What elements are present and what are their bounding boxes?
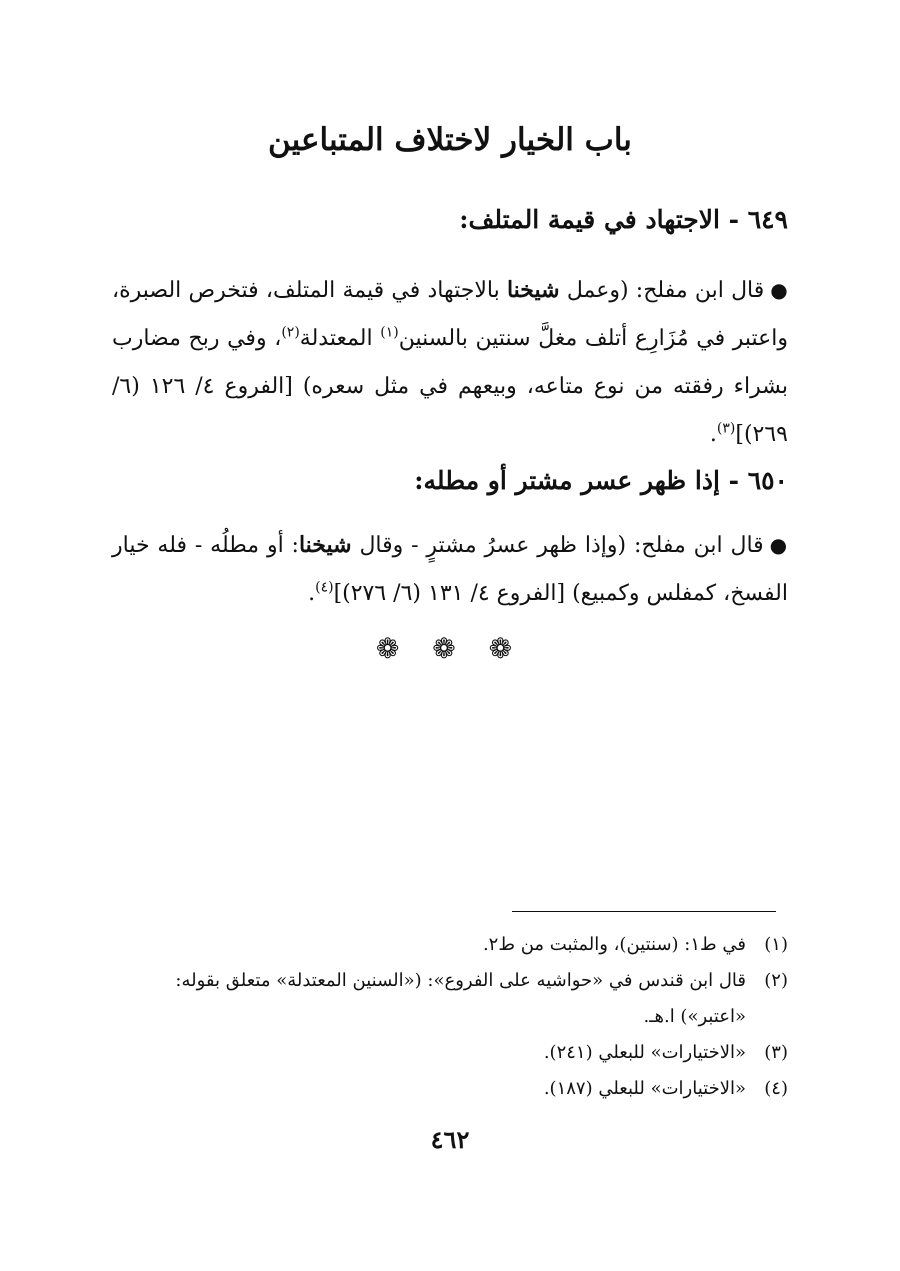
footnote-marker[interactable]: (٣) bbox=[716, 420, 736, 437]
text-segment: قال ابن مفلح: (وإذا ظهر عسرُ مشترٍ - وقال bbox=[351, 533, 764, 558]
footnote-item bbox=[112, 927, 788, 963]
ornament-divider-icon: ❁ ❁ ❁ bbox=[375, 632, 525, 665]
footnote-number: (٣) bbox=[764, 1042, 788, 1063]
bullet-icon: ● bbox=[770, 278, 788, 302]
text-segment: ، وفي ربح مضارب بشراء رفقته من نوع متاعه، وبيعهم في مثل سعره) [الفروع ٤/ ١٢٦ (٦/ ٢٦٩)] bbox=[112, 326, 788, 447]
footnote-marker[interactable]: (١) bbox=[380, 324, 399, 341]
section-paragraph-650 bbox=[112, 521, 788, 618]
footnote-number: (٤) bbox=[764, 1078, 788, 1099]
footnote-item bbox=[112, 1071, 788, 1107]
section-heading-649: ٦٤٩ - الاجتهاد في قيمة المتلف: bbox=[459, 205, 788, 234]
text-segment: . bbox=[709, 422, 717, 447]
footnotes bbox=[112, 927, 788, 1107]
text-segment: : أو مطلُه - فله خيار الفسخ، كمفلس وكمبيع) [الفروع ٤/ ١٣١ (٦/ ٢٧٦)] bbox=[112, 533, 788, 606]
text-segment: قال ابن مفلح: (وعمل bbox=[559, 278, 765, 303]
footnote-marker[interactable]: (٢) bbox=[281, 324, 300, 341]
footnote-separator bbox=[512, 911, 776, 912]
footnote-text: قال ابن قندس في «حواشيه على الفروع»: («السنين المعتدلة» متعلق بقوله: bbox=[175, 970, 746, 991]
text-segment: . bbox=[308, 581, 316, 606]
footnote-item bbox=[112, 1035, 788, 1071]
text-segment-bold: شيخنا bbox=[298, 532, 352, 558]
page-number: ٤٦٢ bbox=[430, 1125, 470, 1154]
footnote-continuation: «اعتبر») ا.هـ. bbox=[643, 1006, 746, 1027]
text-segment-bold: شيخنا bbox=[506, 277, 560, 303]
footnote-text: في ط١: (سنتين)، والمثبت من ط٢. bbox=[482, 934, 746, 955]
bullet-icon: ● bbox=[769, 533, 788, 557]
section-heading-650: ٦٥٠ - إذا ظهر عسر مشتر أو مطله: bbox=[414, 466, 788, 495]
footnote-text: «الاختيارات» للبعلي (١٨٧). bbox=[543, 1078, 746, 1099]
footnote-marker[interactable]: (٤) bbox=[315, 579, 334, 596]
text-segment: بالاجتهاد في قيمة المتلف، فتخرص الصبرة، واعتبر في مُزَارِع أتلف مغلَّ سنتين بالسنين bbox=[112, 278, 789, 351]
footnote-item bbox=[112, 963, 788, 999]
section-paragraph-649 bbox=[112, 266, 788, 459]
footnote-number: (٢) bbox=[764, 970, 788, 991]
footnote-text: «الاختيارات» للبعلي (٢٤١). bbox=[543, 1042, 746, 1063]
page-title: باب الخيار لاختلاف المتباعين bbox=[268, 122, 632, 158]
text-segment: المعتدلة bbox=[299, 326, 381, 351]
footnote-number: (١) bbox=[764, 934, 788, 955]
